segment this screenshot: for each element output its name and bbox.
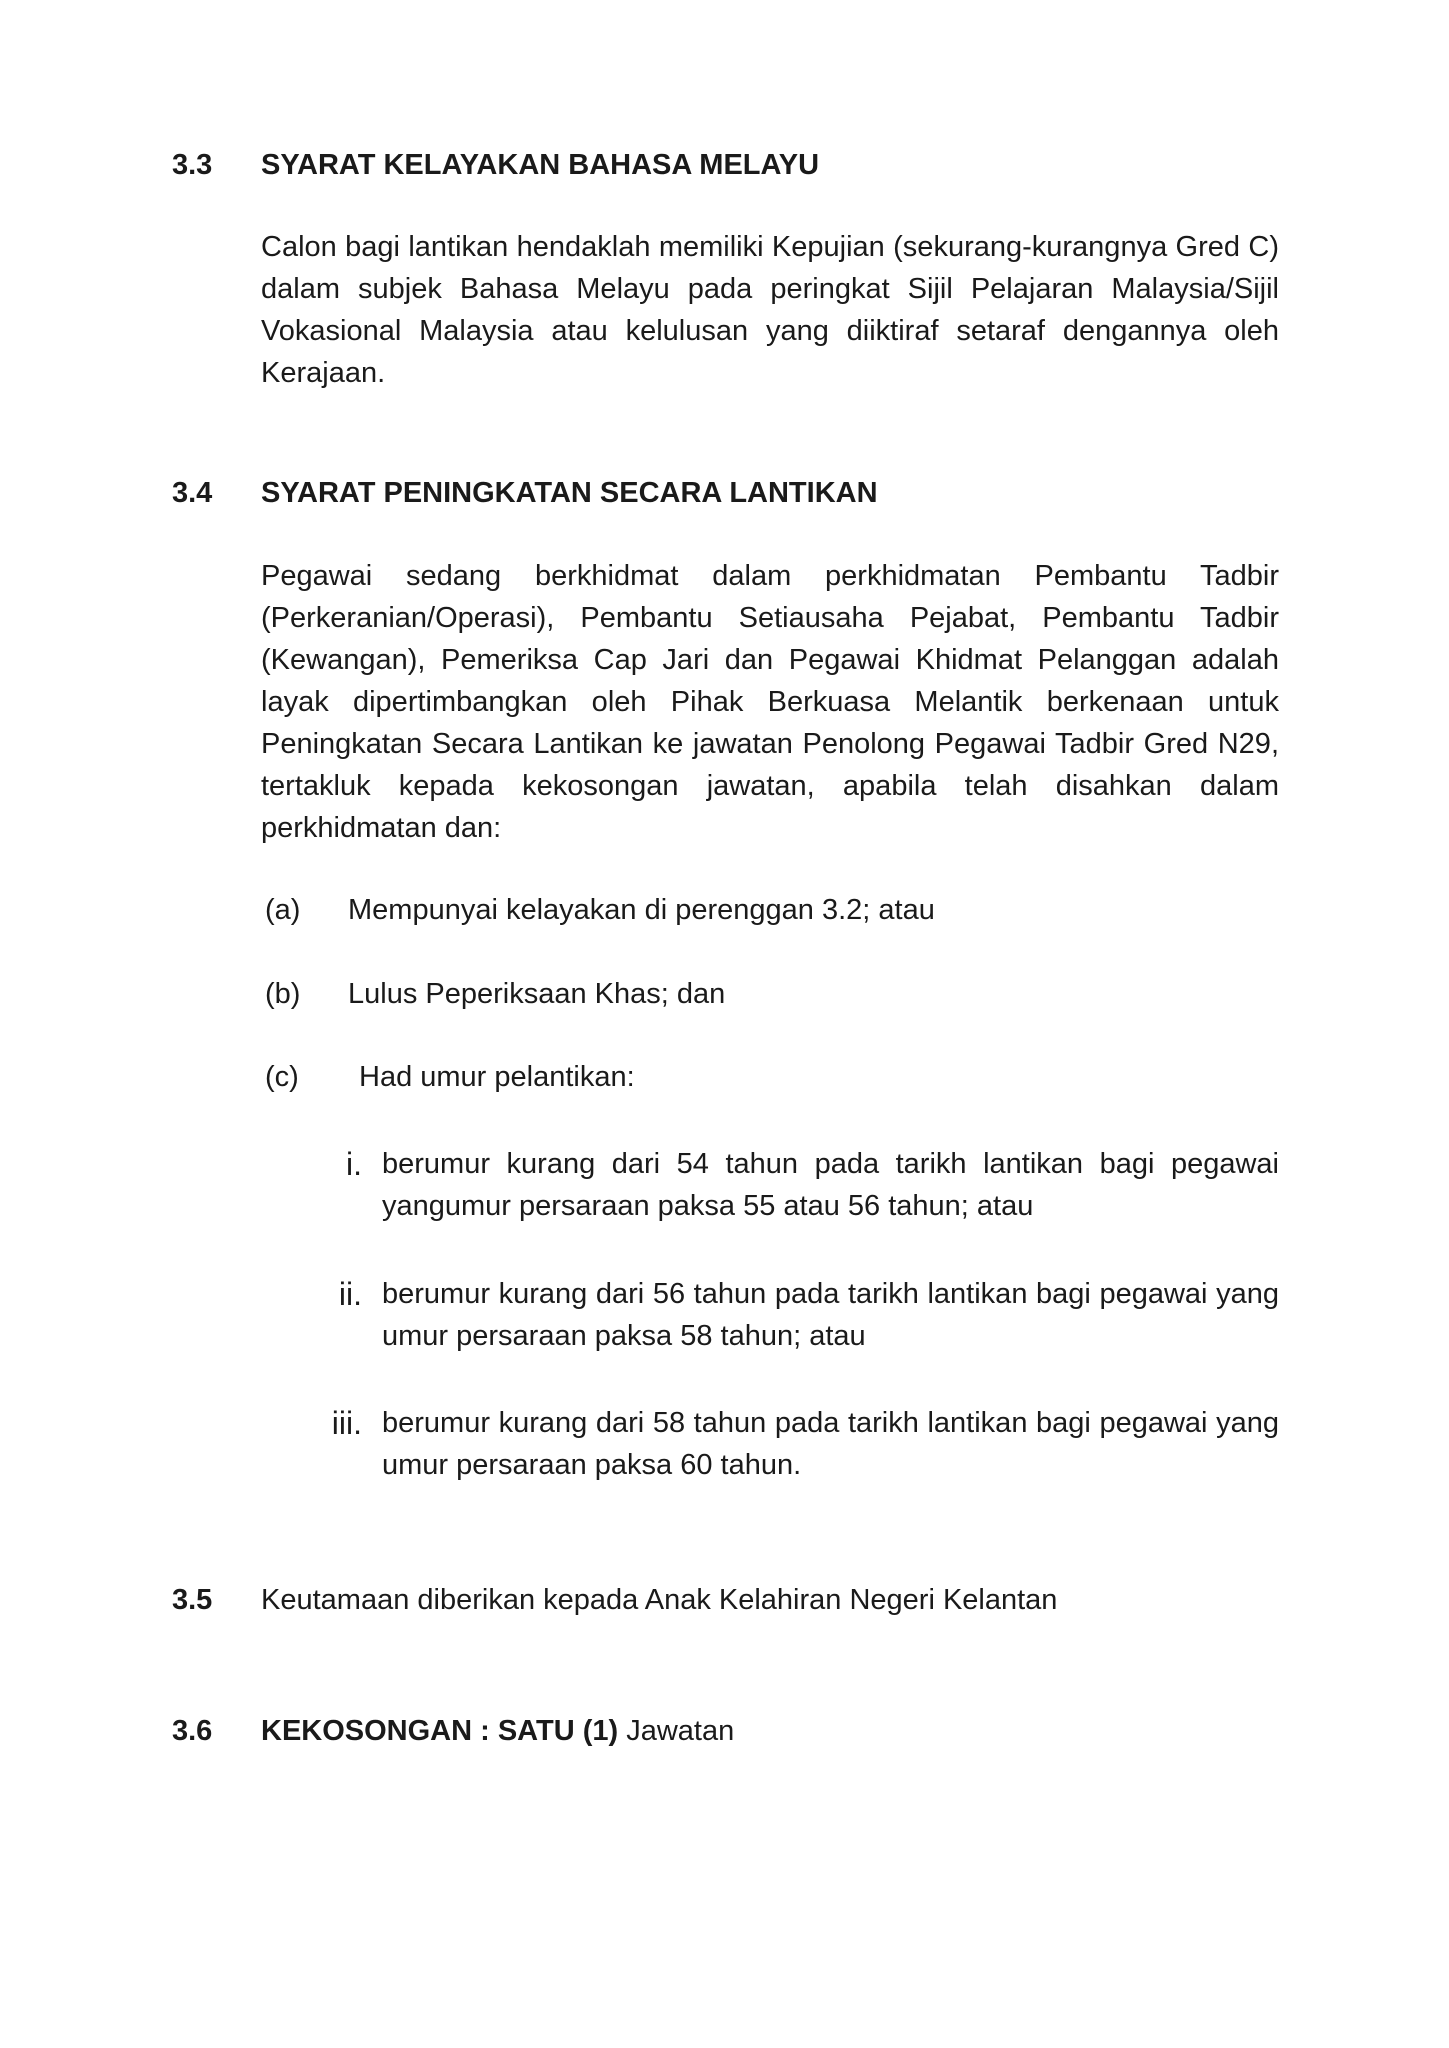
item-c-text: Had umur pelantikan: bbox=[359, 1061, 635, 1093]
section-3-3-body: Calon bagi lantikan hendaklah memiliki Kepujian (sekurang-kurangnya Gred C) dalam subjek Bahasa Melayu pada peringkat Sijil Pelajaran Malaysia/Sijil Vokasional Malaysia atau kelulusan yang diiktiraf setaraf dengannya oleh Kerajaan. bbox=[261, 231, 1279, 389]
section-3-4-body: Pegawai sedang berkhidmat dalam perkhidmatan Pembantu Tadbir (Perkeranian/Operasi), Pembantu Setiausaha Pejabat, Pembantu Tadbir (Kewangan), Pemeriksa Cap Jari dan Pegawai Khidmat Pelanggan adalah layak dipertimbangkan oleh Pihak Berkuasa Melantik berkenaan untuk Peningkatan Secara Lantikan ke jawatan Penolong Pegawai Tadbir Gred N29, tertakluk kepada kekosongan jawatan, apabila telah disahkan dalam perkhidmatan dan: bbox=[261, 560, 1279, 844]
item-b-label: (b) bbox=[265, 978, 301, 1010]
section-3-3-number: 3.3 bbox=[172, 149, 213, 181]
section-3-6-title-normal: Jawatan bbox=[626, 1715, 735, 1747]
item-a-text: Mempunyai kelayakan di perenggan 3.2; atau bbox=[348, 894, 935, 926]
sub-item-ii-label: ii. bbox=[338, 1276, 362, 1312]
sub-item-iii-text: berumur kurang dari 58 tahun pada tarikh lantikan bagi pegawai yang umur persaraan paksa 60 tahun. bbox=[382, 1407, 1279, 1481]
item-a-label: (a) bbox=[265, 894, 301, 926]
sub-item-ii-text: berumur kurang dari 56 tahun pada tarikh lantikan bagi pegawai yang umur persaraan paksa 58 tahun; atau bbox=[382, 1278, 1279, 1352]
sub-item-iii-label: iii. bbox=[331, 1405, 362, 1441]
item-c-label: (c) bbox=[265, 1061, 299, 1093]
sub-item-i-text: berumur kurang dari 54 tahun pada tarikh lantikan bagi pegawai yangumur persaraan paksa 55 atau 56 tahun; atau bbox=[382, 1148, 1279, 1222]
section-3-6-title-bold: KEKOSONGAN : SATU (1) bbox=[261, 1715, 619, 1747]
section-3-6-title bbox=[261, 1710, 734, 1752]
section-3-4-title: SYARAT PENINGKATAN SECARA LANTIKAN bbox=[261, 477, 878, 509]
sub-item-i-label: i. bbox=[346, 1146, 362, 1182]
item-b-text: Lulus Peperiksaan Khas; dan bbox=[348, 978, 726, 1010]
section-3-3-title: SYARAT KELAYAKAN BAHASA MELAYU bbox=[261, 149, 820, 181]
section-3-6-number: 3.6 bbox=[172, 1715, 213, 1747]
section-3-4-number: 3.4 bbox=[172, 477, 213, 509]
section-3-5-number: 3.5 bbox=[172, 1584, 213, 1616]
section-3-5-text: Keutamaan diberikan kepada Anak Kelahiran Negeri Kelantan bbox=[261, 1584, 1058, 1616]
